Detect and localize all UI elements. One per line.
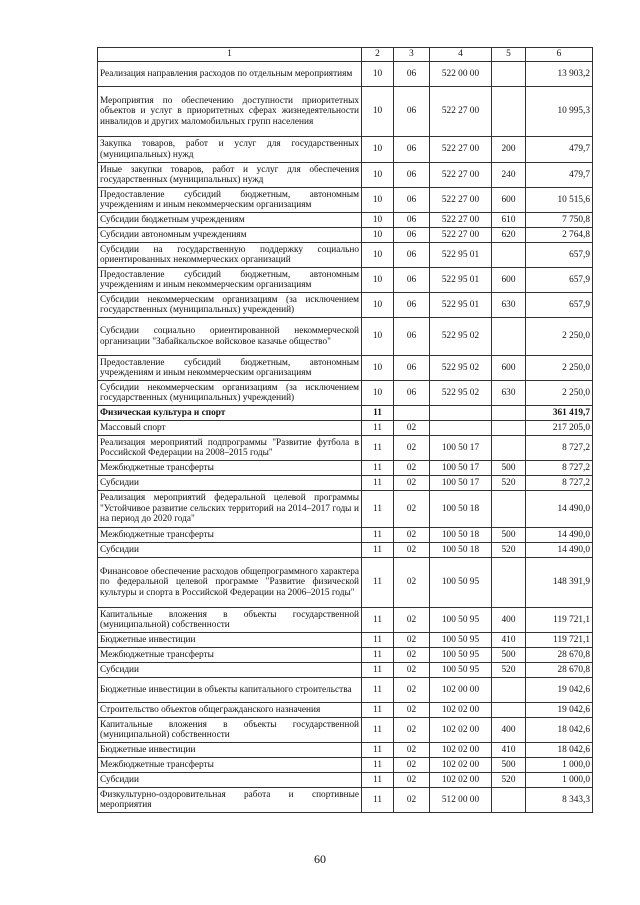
row-target-article: 100 50 95	[430, 648, 492, 663]
row-description: Субсидии	[98, 476, 362, 491]
table-row	[98, 356, 593, 381]
row-description: Субсидии	[98, 663, 362, 678]
row-expense-type: 500	[492, 648, 526, 663]
row-subsection-code: 02	[394, 543, 430, 558]
row-subsection-code	[394, 406, 430, 421]
row-amount: 657,9	[526, 243, 593, 268]
row-section-code: 11	[362, 663, 394, 678]
row-target-article: 522 95 02	[430, 318, 492, 356]
row-section-code: 11	[362, 491, 394, 528]
table-row	[98, 703, 593, 718]
row-expense-type: 400	[492, 608, 526, 633]
row-expense-type: 600	[492, 356, 526, 381]
row-subsection-code: 02	[394, 663, 430, 678]
row-subsection-code: 06	[394, 293, 430, 318]
row-section-code: 11	[362, 558, 394, 608]
row-expense-type: 600	[492, 268, 526, 293]
row-amount: 28 670,8	[526, 663, 593, 678]
row-section-code: 11	[362, 718, 394, 743]
header-cell: 5	[492, 48, 526, 62]
row-description: Физическая культура и спорт	[98, 406, 362, 421]
row-target-article: 100 50 95	[430, 608, 492, 633]
row-amount: 18 042,6	[526, 743, 593, 758]
row-amount: 1 000,0	[526, 758, 593, 773]
row-description: Капитальные вложения в объекты государственной (муниципальной) собственности	[98, 608, 362, 633]
table-body	[98, 62, 593, 813]
row-subsection-code: 02	[394, 678, 430, 703]
row-target-article: 100 50 18	[430, 528, 492, 543]
row-section-code: 10	[362, 318, 394, 356]
row-expense-type: 600	[492, 188, 526, 213]
row-description: Субсидии	[98, 543, 362, 558]
row-amount: 19 042,6	[526, 678, 593, 703]
row-description: Предоставление субсидий бюджетным, автономным учреждениям и иным некоммерческим организациям	[98, 356, 362, 381]
row-target-article: 522 95 02	[430, 381, 492, 406]
row-target-article: 100 50 17	[430, 461, 492, 476]
row-description: Финансовое обеспечение расходов общепрограммного характера по федеральной целевой программе "Развитие физической культуры и спорта в Российской Федерации на 2006–2015 годы"	[98, 558, 362, 608]
row-target-article: 100 50 17	[430, 476, 492, 491]
row-subsection-code: 02	[394, 743, 430, 758]
row-subsection-code: 02	[394, 558, 430, 608]
row-target-article: 100 50 95	[430, 663, 492, 678]
row-expense-type	[492, 421, 526, 436]
row-description: Бюджетные инвестиции	[98, 633, 362, 648]
row-section-code: 10	[362, 137, 394, 163]
table-row	[98, 87, 593, 137]
row-target-article: 100 50 95	[430, 633, 492, 648]
table-row	[98, 476, 593, 491]
row-expense-type: 630	[492, 293, 526, 318]
row-expense-type: 520	[492, 476, 526, 491]
row-expense-type	[492, 243, 526, 268]
row-description: Субсидии некоммерческим организациям (за исключением государственных (муниципальных) учреждений)	[98, 293, 362, 318]
row-description: Субсидии социально ориентированной некоммерческой организации "Забайкальское войсковое казачье общество"	[98, 318, 362, 356]
row-target-article	[430, 406, 492, 421]
row-subsection-code: 06	[394, 62, 430, 87]
row-section-code: 10	[362, 228, 394, 243]
row-subsection-code: 02	[394, 633, 430, 648]
row-expense-type	[492, 62, 526, 87]
row-amount: 14 490,0	[526, 491, 593, 528]
row-target-article: 100 50 17	[430, 436, 492, 461]
table-row	[98, 381, 593, 406]
row-target-article: 102 02 00	[430, 758, 492, 773]
row-target-article: 102 02 00	[430, 718, 492, 743]
row-subsection-code: 06	[394, 188, 430, 213]
row-target-article: 522 27 00	[430, 228, 492, 243]
table-row	[98, 718, 593, 743]
row-section-code: 11	[362, 633, 394, 648]
row-subsection-code: 02	[394, 718, 430, 743]
row-expense-type: 410	[492, 633, 526, 648]
table-row	[98, 773, 593, 788]
row-section-code: 11	[362, 608, 394, 633]
row-amount: 28 670,8	[526, 648, 593, 663]
row-target-article: 522 27 00	[430, 188, 492, 213]
row-description: Предоставление субсидий бюджетным, автономным учреждениям и иным некоммерческим организациям	[98, 188, 362, 213]
row-expense-type	[492, 703, 526, 718]
header-cell: 6	[526, 48, 593, 62]
table-row	[98, 788, 593, 813]
row-subsection-code: 02	[394, 788, 430, 813]
header-cell: 3	[394, 48, 430, 62]
row-target-article: 522 95 01	[430, 293, 492, 318]
row-target-article: 102 02 00	[430, 773, 492, 788]
row-amount: 2 250,0	[526, 381, 593, 406]
row-description: Субсидии некоммерческим организациям (за исключением государственных (муниципальных) учреждений)	[98, 381, 362, 406]
row-amount: 18 042,6	[526, 718, 593, 743]
row-subsection-code: 06	[394, 268, 430, 293]
row-subsection-code: 06	[394, 318, 430, 356]
row-amount: 8 727,2	[526, 476, 593, 491]
row-expense-type: 520	[492, 773, 526, 788]
row-amount: 10 995,3	[526, 87, 593, 137]
table-row	[98, 62, 593, 87]
table-row	[98, 188, 593, 213]
table-row	[98, 406, 593, 421]
table-row	[98, 213, 593, 228]
row-expense-type: 520	[492, 663, 526, 678]
row-amount: 657,9	[526, 293, 593, 318]
row-section-code: 11	[362, 788, 394, 813]
row-target-article: 522 95 02	[430, 356, 492, 381]
row-section-code: 10	[362, 356, 394, 381]
row-expense-type: 240	[492, 163, 526, 188]
table-row	[98, 528, 593, 543]
row-amount: 7 750,8	[526, 213, 593, 228]
row-description: Реализация направления расходов по отдельным мероприятиям	[98, 62, 362, 87]
row-amount: 8 727,2	[526, 461, 593, 476]
row-subsection-code: 02	[394, 421, 430, 436]
row-target-article: 522 27 00	[430, 87, 492, 137]
row-expense-type: 620	[492, 228, 526, 243]
table-row	[98, 436, 593, 461]
row-section-code: 11	[362, 758, 394, 773]
row-description: Мероприятия по обеспечению доступности приоритетных объектов и услуг в приоритетных сферах жизнедеятельности инвалидов и других маломобильных групп населения	[98, 87, 362, 137]
row-section-code: 10	[362, 293, 394, 318]
row-amount: 14 490,0	[526, 543, 593, 558]
row-section-code: 10	[362, 62, 394, 87]
row-subsection-code: 06	[394, 137, 430, 163]
row-amount: 1 000,0	[526, 773, 593, 788]
row-target-article: 522 27 00	[430, 137, 492, 163]
table-row	[98, 421, 593, 436]
row-subsection-code: 06	[394, 87, 430, 137]
table-row	[98, 648, 593, 663]
row-expense-type	[492, 558, 526, 608]
row-amount: 8 343,3	[526, 788, 593, 813]
page-number: 60	[314, 852, 326, 866]
row-section-code: 11	[362, 436, 394, 461]
table-row	[98, 663, 593, 678]
table-row	[98, 318, 593, 356]
row-description: Субсидии на государственную поддержку социально ориентированных некоммерческих организаций	[98, 243, 362, 268]
row-description: Субсидии бюджетным учреждениям	[98, 213, 362, 228]
row-target-article: 100 50 95	[430, 558, 492, 608]
row-section-code: 11	[362, 743, 394, 758]
row-subsection-code: 02	[394, 461, 430, 476]
row-expense-type	[492, 436, 526, 461]
row-expense-type: 520	[492, 543, 526, 558]
table-row	[98, 758, 593, 773]
row-target-article: 522 27 00	[430, 213, 492, 228]
row-expense-type	[492, 491, 526, 528]
row-expense-type	[492, 406, 526, 421]
row-section-code: 10	[362, 381, 394, 406]
row-target-article: 102 02 00	[430, 703, 492, 718]
row-subsection-code: 02	[394, 491, 430, 528]
table-row	[98, 558, 593, 608]
row-target-article: 522 00 00	[430, 62, 492, 87]
row-section-code: 11	[362, 421, 394, 436]
row-amount: 14 490,0	[526, 528, 593, 543]
row-description: Массовый спорт	[98, 421, 362, 436]
row-section-code: 10	[362, 213, 394, 228]
row-amount: 479,7	[526, 163, 593, 188]
row-target-article: 100 50 18	[430, 491, 492, 528]
row-amount: 2 250,0	[526, 318, 593, 356]
row-subsection-code: 06	[394, 243, 430, 268]
row-section-code: 11	[362, 476, 394, 491]
row-section-code: 10	[362, 87, 394, 137]
row-amount: 19 042,6	[526, 703, 593, 718]
row-subsection-code: 02	[394, 476, 430, 491]
row-subsection-code: 06	[394, 381, 430, 406]
row-subsection-code: 02	[394, 436, 430, 461]
row-amount: 2 250,0	[526, 356, 593, 381]
row-description: Иные закупки товаров, работ и услуг для обеспечения государственных (муниципальных) нужд	[98, 163, 362, 188]
row-description: Межбюджетные трансферты	[98, 758, 362, 773]
row-description: Закупка товаров, работ и услуг для государственных (муниципальных) нужд	[98, 137, 362, 163]
row-section-code: 11	[362, 461, 394, 476]
row-description: Субсидии	[98, 773, 362, 788]
row-section-code: 10	[362, 188, 394, 213]
table-row	[98, 268, 593, 293]
row-amount: 657,9	[526, 268, 593, 293]
row-expense-type: 410	[492, 743, 526, 758]
row-target-article: 522 27 00	[430, 163, 492, 188]
row-description: Капитальные вложения в объекты государственной (муниципальной) собственности	[98, 718, 362, 743]
row-section-code: 11	[362, 406, 394, 421]
header-cell: 4	[430, 48, 492, 62]
row-section-code: 11	[362, 528, 394, 543]
row-expense-type: 200	[492, 137, 526, 163]
table-row	[98, 163, 593, 188]
row-target-article: 522 95 01	[430, 268, 492, 293]
row-subsection-code: 06	[394, 163, 430, 188]
row-section-code: 10	[362, 243, 394, 268]
row-expense-type: 500	[492, 758, 526, 773]
table-row	[98, 243, 593, 268]
row-amount: 361 419,7	[526, 406, 593, 421]
header-cell: 2	[362, 48, 394, 62]
row-expense-type	[492, 788, 526, 813]
row-amount: 2 764,8	[526, 228, 593, 243]
row-amount: 10 515,6	[526, 188, 593, 213]
row-target-article: 100 50 18	[430, 543, 492, 558]
row-amount: 119 721,1	[526, 633, 593, 648]
header-cell: 1	[98, 48, 362, 62]
row-subsection-code: 02	[394, 608, 430, 633]
row-expense-type: 500	[492, 528, 526, 543]
row-expense-type	[492, 678, 526, 703]
row-description: Предоставление субсидий бюджетным, автономным учреждениям и иным некоммерческим организациям	[98, 268, 362, 293]
row-description: Субсидии автономным учреждениям	[98, 228, 362, 243]
row-description: Строительство объектов общегражданского назначения	[98, 703, 362, 718]
row-section-code: 11	[362, 543, 394, 558]
row-section-code: 11	[362, 773, 394, 788]
row-expense-type	[492, 87, 526, 137]
row-section-code: 11	[362, 678, 394, 703]
table-row	[98, 491, 593, 528]
row-section-code: 10	[362, 268, 394, 293]
table-row	[98, 137, 593, 163]
row-subsection-code: 06	[394, 228, 430, 243]
row-subsection-code: 06	[394, 356, 430, 381]
table-row	[98, 633, 593, 648]
table-row	[98, 228, 593, 243]
row-section-code: 11	[362, 703, 394, 718]
row-target-article: 102 00 00	[430, 678, 492, 703]
row-subsection-code: 06	[394, 213, 430, 228]
row-section-code: 11	[362, 648, 394, 663]
row-amount: 13 903,2	[526, 62, 593, 87]
table-row	[98, 608, 593, 633]
row-expense-type: 610	[492, 213, 526, 228]
row-expense-type: 400	[492, 718, 526, 743]
row-description: Реализация мероприятий подпрограммы "Развитие футбола в Российской Федерации на 2008–2015 годы"	[98, 436, 362, 461]
table-row	[98, 293, 593, 318]
row-description: Бюджетные инвестиции	[98, 743, 362, 758]
row-subsection-code: 02	[394, 773, 430, 788]
table-row	[98, 461, 593, 476]
row-target-article	[430, 421, 492, 436]
row-expense-type: 630	[492, 381, 526, 406]
table-row	[98, 743, 593, 758]
row-description: Реализация мероприятий федеральной целевой программы "Устойчивое развитие сельских территорий на 2014–2017 годы и на период до 2020 года"	[98, 491, 362, 528]
row-section-code: 10	[362, 163, 394, 188]
row-description: Межбюджетные трансферты	[98, 528, 362, 543]
row-target-article: 102 02 00	[430, 743, 492, 758]
row-amount: 217 205,0	[526, 421, 593, 436]
row-target-article: 522 95 01	[430, 243, 492, 268]
row-amount: 119 721,1	[526, 608, 593, 633]
table-header-row	[98, 48, 593, 62]
row-target-article: 512 00 00	[430, 788, 492, 813]
row-subsection-code: 02	[394, 703, 430, 718]
table-row	[98, 678, 593, 703]
row-description: Бюджетные инвестиции в объекты капитального строительства	[98, 678, 362, 703]
row-amount: 479,7	[526, 137, 593, 163]
budget-table	[97, 47, 593, 813]
row-subsection-code: 02	[394, 758, 430, 773]
row-subsection-code: 02	[394, 648, 430, 663]
row-subsection-code: 02	[394, 528, 430, 543]
row-amount: 8 727,2	[526, 436, 593, 461]
row-description: Физкультурно-оздоровительная работа и спортивные мероприятия	[98, 788, 362, 813]
row-description: Межбюджетные трансферты	[98, 461, 362, 476]
row-expense-type	[492, 318, 526, 356]
row-amount: 148 391,9	[526, 558, 593, 608]
table-row	[98, 543, 593, 558]
row-description: Межбюджетные трансферты	[98, 648, 362, 663]
row-expense-type: 500	[492, 461, 526, 476]
